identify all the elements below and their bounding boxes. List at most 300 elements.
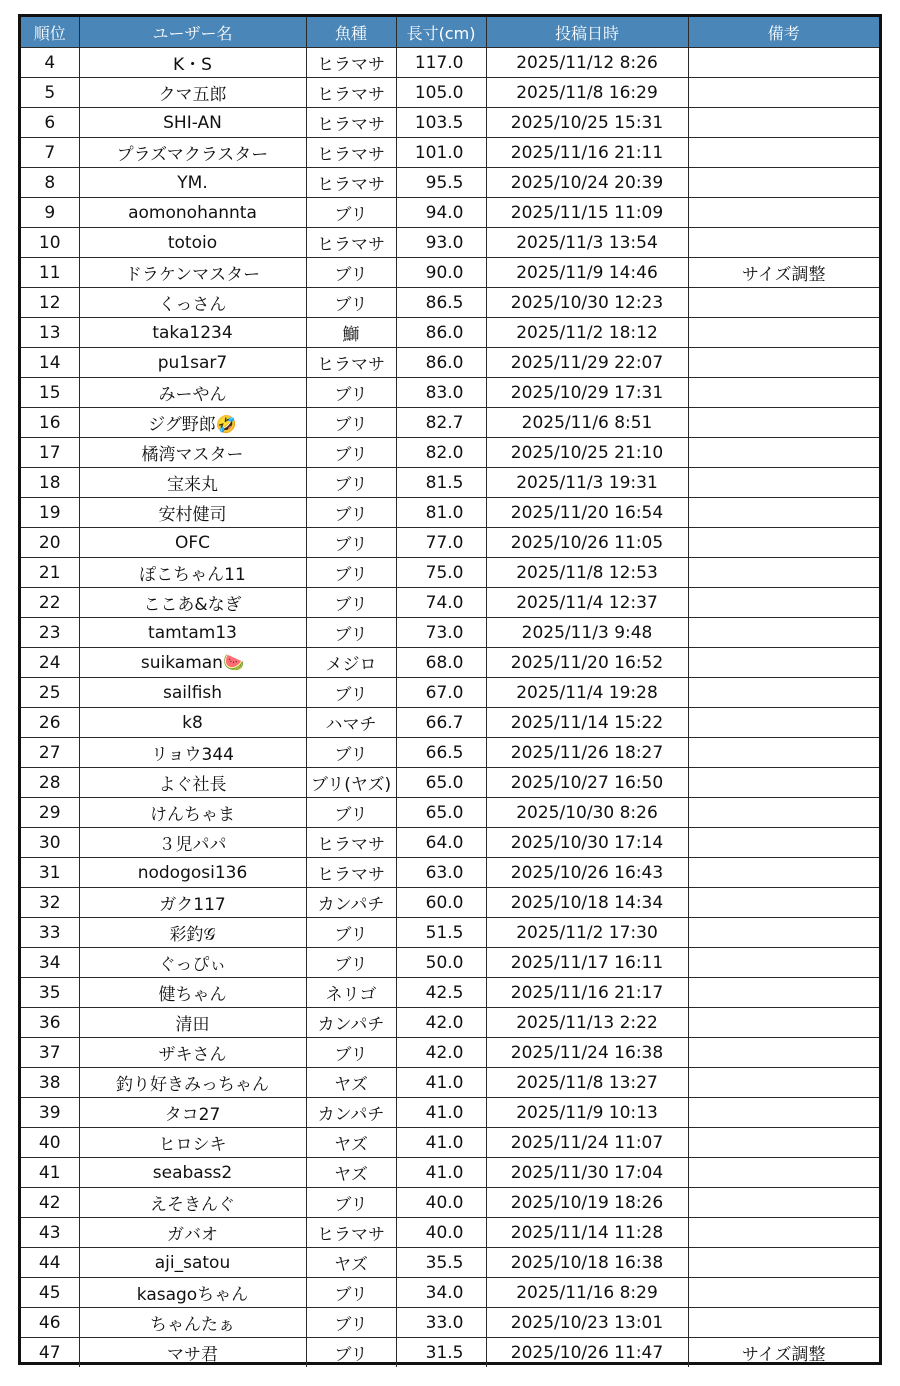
- cell-posted-at: 2025/10/25 21:10: [486, 438, 688, 468]
- table-row: [21, 588, 879, 618]
- cell-posted-at: 2025/11/24 11:07: [486, 1128, 688, 1158]
- cell-posted-at: 2025/11/9 10:13: [486, 1098, 688, 1128]
- cell-fish-species: ブリ: [306, 918, 396, 948]
- table-row: [21, 618, 879, 648]
- cell-posted-at: 2025/10/30 8:26: [486, 798, 688, 828]
- cell-note: [688, 558, 879, 588]
- cell-rank: 20: [21, 528, 79, 558]
- cell-note: [688, 828, 879, 858]
- cell-length: 81.5: [396, 468, 486, 498]
- cell-username: SHI-AN: [79, 108, 306, 138]
- cell-note: [688, 1038, 879, 1068]
- cell-username: 安村健司: [79, 498, 306, 528]
- cell-username: タコ27: [79, 1098, 306, 1128]
- cell-rank: 8: [21, 168, 79, 198]
- cell-note: [688, 1218, 879, 1248]
- cell-fish-species: ブリ: [306, 528, 396, 558]
- table-row: [21, 678, 879, 708]
- table-row: [21, 978, 879, 1008]
- cell-rank: 28: [21, 768, 79, 798]
- cell-rank: 38: [21, 1068, 79, 1098]
- header-posted-at: 投稿日時: [486, 17, 688, 48]
- cell-posted-at: 2025/11/24 16:38: [486, 1038, 688, 1068]
- cell-username: K・S: [79, 48, 306, 78]
- cell-fish-species: ブリ: [306, 678, 396, 708]
- table-row: [21, 858, 879, 888]
- cell-rank: 44: [21, 1248, 79, 1278]
- cell-rank: 23: [21, 618, 79, 648]
- cell-rank: 14: [21, 348, 79, 378]
- cell-rank: 24: [21, 648, 79, 678]
- cell-length: 65.0: [396, 798, 486, 828]
- cell-rank: 27: [21, 738, 79, 768]
- cell-note: [688, 48, 879, 78]
- cell-rank: 36: [21, 1008, 79, 1038]
- cell-username: ガク117: [79, 888, 306, 918]
- cell-note: サイズ調整: [688, 1338, 879, 1368]
- cell-length: 60.0: [396, 888, 486, 918]
- cell-rank: 39: [21, 1098, 79, 1128]
- table-row: [21, 258, 879, 288]
- cell-posted-at: 2025/11/8 12:53: [486, 558, 688, 588]
- cell-length: 40.0: [396, 1188, 486, 1218]
- cell-rank: 18: [21, 468, 79, 498]
- cell-posted-at: 2025/11/15 11:09: [486, 198, 688, 228]
- cell-posted-at: 2025/10/27 16:50: [486, 768, 688, 798]
- cell-posted-at: 2025/11/20 16:52: [486, 648, 688, 678]
- cell-username: ドラケンマスター: [79, 258, 306, 288]
- cell-note: [688, 1188, 879, 1218]
- cell-username: 彩釣𝒢: [79, 918, 306, 948]
- cell-posted-at: 2025/11/29 22:07: [486, 348, 688, 378]
- cell-username: suikaman🍉: [79, 648, 306, 678]
- cell-fish-species: ブリ: [306, 738, 396, 768]
- cell-length: 41.0: [396, 1098, 486, 1128]
- table-row: [21, 78, 879, 108]
- cell-username: みーやん: [79, 378, 306, 408]
- cell-username: YM.: [79, 168, 306, 198]
- cell-fish-species: ヤズ: [306, 1248, 396, 1278]
- cell-posted-at: 2025/10/26 11:47: [486, 1338, 688, 1368]
- table-row: [21, 378, 879, 408]
- cell-posted-at: 2025/11/26 18:27: [486, 738, 688, 768]
- cell-rank: 34: [21, 948, 79, 978]
- cell-fish-species: ヒラマサ: [306, 828, 396, 858]
- cell-note: [688, 678, 879, 708]
- cell-posted-at: 2025/11/17 16:11: [486, 948, 688, 978]
- cell-rank: 12: [21, 288, 79, 318]
- cell-length: 75.0: [396, 558, 486, 588]
- cell-note: [688, 528, 879, 558]
- cell-note: [688, 318, 879, 348]
- cell-rank: 13: [21, 318, 79, 348]
- cell-fish-species: ヤズ: [306, 1128, 396, 1158]
- cell-length: 64.0: [396, 828, 486, 858]
- cell-note: [688, 1308, 879, 1338]
- cell-rank: 11: [21, 258, 79, 288]
- cell-username: 健ちゃん: [79, 978, 306, 1008]
- table-row: [21, 768, 879, 798]
- cell-fish-species: ブリ: [306, 198, 396, 228]
- table-row: [21, 198, 879, 228]
- cell-length: 82.0: [396, 438, 486, 468]
- cell-posted-at: 2025/11/6 8:51: [486, 408, 688, 438]
- header-fish-species: 魚種: [306, 17, 396, 48]
- cell-fish-species: ヒラマサ: [306, 228, 396, 258]
- cell-posted-at: 2025/11/20 16:54: [486, 498, 688, 528]
- table-row: [21, 1188, 879, 1218]
- header-length: 長寸(cm): [396, 17, 486, 48]
- cell-username: くっさん: [79, 288, 306, 318]
- cell-rank: 26: [21, 708, 79, 738]
- header-rank: 順位: [21, 17, 79, 48]
- table-row: [21, 708, 879, 738]
- cell-rank: 4: [21, 48, 79, 78]
- cell-length: 81.0: [396, 498, 486, 528]
- cell-username: 橘湾マスター: [79, 438, 306, 468]
- cell-fish-species: ヒラマサ: [306, 138, 396, 168]
- cell-fish-species: ブリ: [306, 1278, 396, 1308]
- cell-note: サイズ調整: [688, 258, 879, 288]
- cell-posted-at: 2025/11/2 17:30: [486, 918, 688, 948]
- cell-rank: 42: [21, 1188, 79, 1218]
- cell-rank: 17: [21, 438, 79, 468]
- cell-note: [688, 858, 879, 888]
- ranking-table: [21, 17, 879, 1367]
- table-row: [21, 828, 879, 858]
- cell-length: 51.5: [396, 918, 486, 948]
- cell-username: クマ五郎: [79, 78, 306, 108]
- cell-length: 31.5: [396, 1338, 486, 1368]
- cell-posted-at: 2025/10/18 16:38: [486, 1248, 688, 1278]
- table-row: [21, 1158, 879, 1188]
- cell-posted-at: 2025/10/19 18:26: [486, 1188, 688, 1218]
- cell-note: [688, 618, 879, 648]
- cell-rank: 41: [21, 1158, 79, 1188]
- cell-posted-at: 2025/11/12 8:26: [486, 48, 688, 78]
- cell-note: [688, 648, 879, 678]
- cell-note: [688, 228, 879, 258]
- cell-posted-at: 2025/11/8 13:27: [486, 1068, 688, 1098]
- table-row: [21, 948, 879, 978]
- cell-note: [688, 1278, 879, 1308]
- table-row: [21, 1248, 879, 1278]
- table-row: [21, 1308, 879, 1338]
- cell-length: 95.5: [396, 168, 486, 198]
- cell-length: 66.7: [396, 708, 486, 738]
- cell-rank: 22: [21, 588, 79, 618]
- cell-posted-at: 2025/11/3 9:48: [486, 618, 688, 648]
- cell-rank: 43: [21, 1218, 79, 1248]
- table-row: [21, 1008, 879, 1038]
- table-row: [21, 348, 879, 378]
- table-row: [21, 648, 879, 678]
- cell-note: [688, 738, 879, 768]
- cell-posted-at: 2025/11/9 14:46: [486, 258, 688, 288]
- cell-fish-species: ブリ: [306, 468, 396, 498]
- cell-fish-species: ヤズ: [306, 1068, 396, 1098]
- cell-username: seabass2: [79, 1158, 306, 1188]
- header-note: 備考: [688, 17, 879, 48]
- cell-posted-at: 2025/10/30 17:14: [486, 828, 688, 858]
- cell-length: 86.0: [396, 348, 486, 378]
- cell-length: 86.5: [396, 288, 486, 318]
- cell-length: 77.0: [396, 528, 486, 558]
- cell-note: [688, 588, 879, 618]
- cell-fish-species: ヤズ: [306, 1158, 396, 1188]
- cell-username: taka1234: [79, 318, 306, 348]
- cell-username: よぐ社長: [79, 768, 306, 798]
- table-row: [21, 528, 879, 558]
- table-row: [21, 798, 879, 828]
- cell-note: [688, 408, 879, 438]
- cell-username: ヒロシキ: [79, 1128, 306, 1158]
- cell-fish-species: ブリ: [306, 588, 396, 618]
- cell-length: 94.0: [396, 198, 486, 228]
- cell-note: [688, 468, 879, 498]
- cell-fish-species: ヒラマサ: [306, 858, 396, 888]
- cell-username: リョウ344: [79, 738, 306, 768]
- cell-length: 103.5: [396, 108, 486, 138]
- cell-rank: 33: [21, 918, 79, 948]
- cell-posted-at: 2025/11/14 15:22: [486, 708, 688, 738]
- table-row: [21, 558, 879, 588]
- cell-rank: 46: [21, 1308, 79, 1338]
- cell-posted-at: 2025/11/3 19:31: [486, 468, 688, 498]
- cell-rank: 7: [21, 138, 79, 168]
- cell-rank: 25: [21, 678, 79, 708]
- table-row: [21, 1098, 879, 1128]
- cell-rank: 30: [21, 828, 79, 858]
- cell-username: ３児パパ: [79, 828, 306, 858]
- cell-posted-at: 2025/10/29 17:31: [486, 378, 688, 408]
- cell-note: [688, 498, 879, 528]
- cell-note: [688, 918, 879, 948]
- cell-fish-species: ブリ: [306, 1188, 396, 1218]
- cell-length: 41.0: [396, 1158, 486, 1188]
- cell-rank: 9: [21, 198, 79, 228]
- cell-username: ぐっぴぃ: [79, 948, 306, 978]
- cell-fish-species: ネリゴ: [306, 978, 396, 1008]
- cell-fish-species: ブリ: [306, 1338, 396, 1368]
- table-row: [21, 48, 879, 78]
- cell-length: 66.5: [396, 738, 486, 768]
- table-row: [21, 468, 879, 498]
- cell-fish-species: ブリ: [306, 258, 396, 288]
- cell-length: 40.0: [396, 1218, 486, 1248]
- cell-fish-species: メジロ: [306, 648, 396, 678]
- cell-length: 82.7: [396, 408, 486, 438]
- table-row: [21, 108, 879, 138]
- cell-rank: 6: [21, 108, 79, 138]
- table-row: [21, 1278, 879, 1308]
- cell-note: [688, 768, 879, 798]
- cell-length: 86.0: [396, 318, 486, 348]
- cell-posted-at: 2025/10/30 12:23: [486, 288, 688, 318]
- cell-fish-species: ハマチ: [306, 708, 396, 738]
- cell-rank: 35: [21, 978, 79, 1008]
- table-row: [21, 918, 879, 948]
- cell-note: [688, 708, 879, 738]
- cell-rank: 37: [21, 1038, 79, 1068]
- cell-fish-species: 鰤: [306, 318, 396, 348]
- cell-length: 42.0: [396, 1038, 486, 1068]
- table-row: [21, 318, 879, 348]
- cell-username: kasagoちゃん: [79, 1278, 306, 1308]
- cell-username: ジグ野郎🤣: [79, 408, 306, 438]
- cell-posted-at: 2025/11/4 12:37: [486, 588, 688, 618]
- table-row: [21, 228, 879, 258]
- cell-posted-at: 2025/10/26 16:43: [486, 858, 688, 888]
- cell-username: aomonohannta: [79, 198, 306, 228]
- cell-posted-at: 2025/10/24 20:39: [486, 168, 688, 198]
- cell-length: 42.5: [396, 978, 486, 1008]
- cell-length: 105.0: [396, 78, 486, 108]
- cell-posted-at: 2025/10/25 15:31: [486, 108, 688, 138]
- cell-fish-species: カンパチ: [306, 1098, 396, 1128]
- cell-fish-species: ヒラマサ: [306, 78, 396, 108]
- table-row: [21, 498, 879, 528]
- cell-note: [688, 798, 879, 828]
- cell-length: 50.0: [396, 948, 486, 978]
- cell-note: [688, 1128, 879, 1158]
- cell-length: 63.0: [396, 858, 486, 888]
- cell-username: 宝来丸: [79, 468, 306, 498]
- cell-fish-species: ブリ: [306, 378, 396, 408]
- cell-fish-species: ヒラマサ: [306, 1218, 396, 1248]
- table-row: [21, 288, 879, 318]
- cell-fish-species: ブリ: [306, 948, 396, 978]
- table-row: [21, 888, 879, 918]
- cell-username: えそきんぐ: [79, 1188, 306, 1218]
- cell-posted-at: 2025/11/3 13:54: [486, 228, 688, 258]
- cell-fish-species: ヒラマサ: [306, 348, 396, 378]
- header-username: ユーザー名: [79, 17, 306, 48]
- cell-fish-species: ブリ: [306, 408, 396, 438]
- table-row: [21, 738, 879, 768]
- cell-note: [688, 888, 879, 918]
- cell-fish-species: ブリ: [306, 798, 396, 828]
- table-row: [21, 1128, 879, 1158]
- cell-note: [688, 1158, 879, 1188]
- cell-fish-species: ヒラマサ: [306, 48, 396, 78]
- cell-posted-at: 2025/11/13 2:22: [486, 1008, 688, 1038]
- cell-rank: 10: [21, 228, 79, 258]
- cell-note: [688, 108, 879, 138]
- cell-username: ザキさん: [79, 1038, 306, 1068]
- cell-fish-species: ブリ(ヤズ): [306, 768, 396, 798]
- cell-rank: 19: [21, 498, 79, 528]
- cell-note: [688, 438, 879, 468]
- cell-fish-species: カンパチ: [306, 888, 396, 918]
- table-row: [21, 408, 879, 438]
- cell-posted-at: 2025/11/16 21:17: [486, 978, 688, 1008]
- cell-fish-species: ブリ: [306, 1038, 396, 1068]
- cell-rank: 47: [21, 1338, 79, 1368]
- cell-username: OFC: [79, 528, 306, 558]
- cell-length: 35.5: [396, 1248, 486, 1278]
- cell-username: 釣り好きみっちゃん: [79, 1068, 306, 1098]
- cell-note: [688, 1008, 879, 1038]
- cell-length: 73.0: [396, 618, 486, 648]
- cell-username: ぽこちゃん11: [79, 558, 306, 588]
- cell-posted-at: 2025/11/8 16:29: [486, 78, 688, 108]
- cell-fish-species: ブリ: [306, 558, 396, 588]
- table-row: [21, 1068, 879, 1098]
- header-row: [21, 17, 879, 48]
- cell-rank: 40: [21, 1128, 79, 1158]
- cell-length: 68.0: [396, 648, 486, 678]
- cell-length: 117.0: [396, 48, 486, 78]
- cell-length: 41.0: [396, 1068, 486, 1098]
- table-row: [21, 438, 879, 468]
- cell-fish-species: カンパチ: [306, 1008, 396, 1038]
- cell-fish-species: ブリ: [306, 438, 396, 468]
- cell-length: 83.0: [396, 378, 486, 408]
- cell-username: totoio: [79, 228, 306, 258]
- cell-rank: 45: [21, 1278, 79, 1308]
- cell-length: 93.0: [396, 228, 486, 258]
- cell-note: [688, 288, 879, 318]
- cell-username: 清田: [79, 1008, 306, 1038]
- cell-note: [688, 168, 879, 198]
- cell-fish-species: ヒラマサ: [306, 108, 396, 138]
- cell-note: [688, 978, 879, 1008]
- cell-posted-at: 2025/11/4 19:28: [486, 678, 688, 708]
- cell-rank: 29: [21, 798, 79, 828]
- table-row: [21, 1218, 879, 1248]
- cell-length: 67.0: [396, 678, 486, 708]
- table-row: [21, 138, 879, 168]
- cell-note: [688, 78, 879, 108]
- cell-posted-at: 2025/11/2 18:12: [486, 318, 688, 348]
- cell-length: 34.0: [396, 1278, 486, 1308]
- cell-note: [688, 348, 879, 378]
- table-row: [21, 168, 879, 198]
- cell-username: ここあ&なぎ: [79, 588, 306, 618]
- cell-note: [688, 1248, 879, 1278]
- cell-username: pu1sar7: [79, 348, 306, 378]
- ranking-table-frame: [18, 14, 882, 1365]
- cell-rank: 16: [21, 408, 79, 438]
- cell-length: 41.0: [396, 1128, 486, 1158]
- cell-rank: 21: [21, 558, 79, 588]
- cell-posted-at: 2025/11/30 17:04: [486, 1158, 688, 1188]
- cell-fish-species: ブリ: [306, 1308, 396, 1338]
- cell-fish-species: ブリ: [306, 288, 396, 318]
- cell-posted-at: 2025/10/23 13:01: [486, 1308, 688, 1338]
- cell-fish-species: ブリ: [306, 498, 396, 528]
- cell-rank: 31: [21, 858, 79, 888]
- cell-username: ガバオ: [79, 1218, 306, 1248]
- cell-note: [688, 378, 879, 408]
- cell-username: マサ君: [79, 1338, 306, 1368]
- cell-username: k8: [79, 708, 306, 738]
- cell-posted-at: 2025/11/16 8:29: [486, 1278, 688, 1308]
- cell-note: [688, 1068, 879, 1098]
- cell-length: 101.0: [396, 138, 486, 168]
- cell-length: 65.0: [396, 768, 486, 798]
- cell-username: sailfish: [79, 678, 306, 708]
- cell-username: tamtam13: [79, 618, 306, 648]
- table-row: [21, 1038, 879, 1068]
- cell-posted-at: 2025/10/18 14:34: [486, 888, 688, 918]
- cell-length: 33.0: [396, 1308, 486, 1338]
- cell-posted-at: 2025/11/16 21:11: [486, 138, 688, 168]
- cell-rank: 15: [21, 378, 79, 408]
- cell-length: 74.0: [396, 588, 486, 618]
- cell-length: 90.0: [396, 258, 486, 288]
